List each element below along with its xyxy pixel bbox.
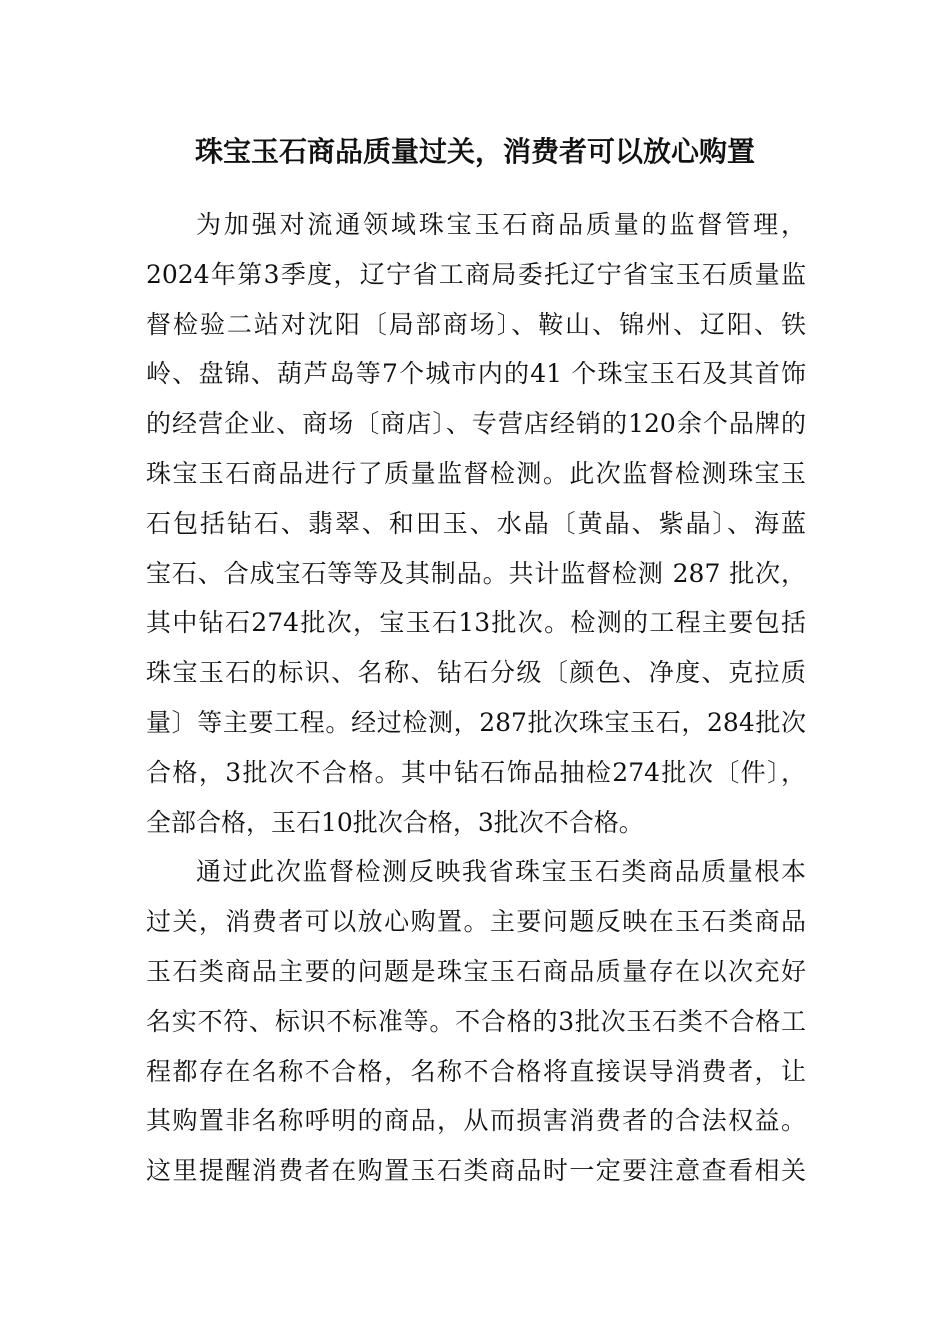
text-line: 宝石、合成宝石等等及其制品。共计监督检测 287 批次，: [146, 558, 806, 588]
text-line: 为加强对流通领域珠宝玉石商品质量的监督管理，: [196, 210, 806, 239]
document-body: [146, 200, 806, 1196]
text-line: 程都存在名称不合格，名称不合格将直接误导消费者，让: [146, 1056, 806, 1086]
text-line: 岭、盘锦、葫芦岛等7个城市内的41 个珠宝玉石及其首饰: [146, 359, 806, 389]
text-line: 合格，3批次不合格。其中钻石饰品抽检274批次〔件〕，: [146, 757, 806, 787]
text-line: 过关，消费者可以放心购置。主要问题反映在玉石类商品: [146, 907, 806, 937]
paragraph-1: [146, 200, 806, 847]
text-line: 名实不符、标识不标准等。不合格的3批次玉石类不合格工: [146, 1006, 806, 1036]
text-line: 玉石类商品主要的问题是珠宝玉石商品质量存在以次充好: [146, 956, 806, 986]
text-line: 全部合格，玉石10批次合格，3批次不合格。: [146, 807, 644, 837]
text-line: 珠宝玉石的标识、名称、钻石分级〔颜色、净度、克拉质: [146, 658, 806, 688]
paragraph-2: [146, 847, 806, 1196]
text-line: 通过此次监督检测反映我省珠宝玉石类商品质量根本: [196, 857, 806, 887]
text-line: 的经营企业、商场〔商店〕、专营店经销的120余个品牌的: [146, 409, 806, 439]
text-line: 督检验二站对沈阳〔局部商场〕、鞍山、锦州、辽阳、铁: [146, 309, 806, 339]
text-line: 其购置非名称呼明的商品，从而损害消费者的合法权益。: [146, 1106, 806, 1136]
text-line: 这里提醒消费者在购置玉石类商品时一定要注意查看相关: [146, 1156, 806, 1186]
text-line: 珠宝玉石商品进行了质量监督检测。此次监督检测珠宝玉: [146, 458, 806, 488]
text-line: 2024年第3季度，辽宁省工商局委托辽宁省宝玉石质量监: [146, 259, 806, 289]
document-title: 珠宝玉石商品质量过关，消费者可以放心购置: [194, 135, 755, 168]
text-line: 其中钻石274批次，宝玉石13批次。检测的工程主要包括: [146, 608, 806, 638]
text-line: 石包括钻石、翡翠、和田玉、水晶〔黄晶、紫晶〕、海蓝: [146, 508, 806, 538]
text-line: 量〕等主要工程。经过检测，287批次珠宝玉石，284批次: [146, 707, 806, 737]
